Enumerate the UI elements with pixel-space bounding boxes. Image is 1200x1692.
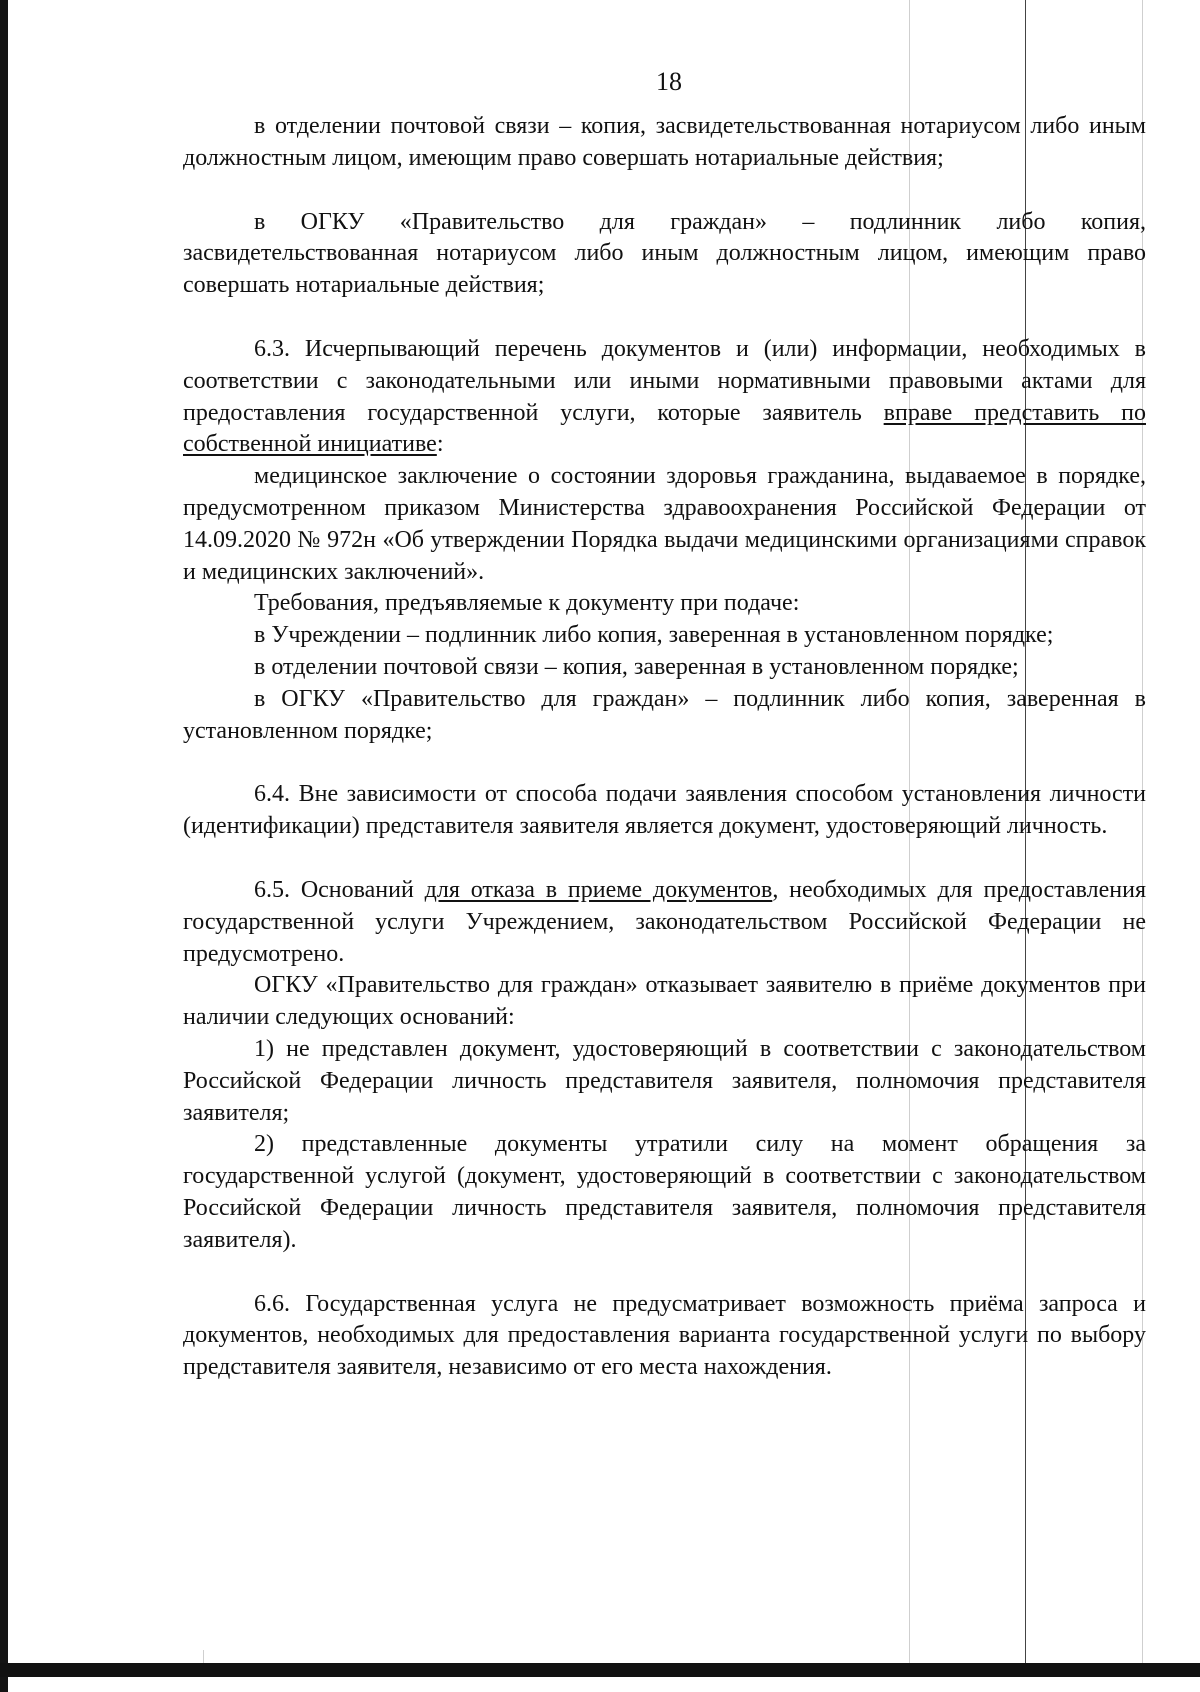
page-number: 18	[656, 67, 682, 96]
scan-bottom-border	[0, 1663, 1200, 1677]
paragraph-6-5-end: , необходимых для предоставления государственной услуги Учреждением, законодательством Российской Федерации не предусмотрено.	[183, 876, 1146, 967]
paragraph-6-5	[183, 875, 1146, 970]
paragraph-requirements: Требования, предъявляемые к документу при подаче:	[254, 590, 800, 617]
paragraph-6-5-text: 6.5. Оснований	[254, 876, 425, 903]
paragraph-institution: в Учреждении – подлинник либо копия, заверенная в установленном порядке;	[254, 622, 1054, 649]
underlined-phrase: для отказа в приеме документов	[424, 876, 773, 903]
underlined-phrase: вправе представить по собственной инициативе	[183, 399, 1146, 458]
paragraph-ogku-refusal: ОГКУ «Правительство для граждан» отказывает заявителю в приёме документов при наличии следующих оснований:	[183, 972, 1146, 1031]
paragraph-ground-2: 2) представленные документы утратили силу на момент обращения за государственной услугой (документ, удостоверяющий в соответствии с законодательством Российской Федерации личность представителя заявителя, полномочия представителя заявителя).	[183, 1131, 1146, 1253]
scan-left-border	[0, 0, 8, 1692]
document-body	[183, 111, 1146, 1384]
paragraph-ogku: в ОГКУ «Правительство для граждан» – подлинник либо копия, заверенная в установленном порядке;	[183, 685, 1146, 744]
paragraph-ogku-original: в ОГКУ «Правительство для граждан» – подлинник либо копия, засвидетельствованная нотариусом либо иным должностным лицом, имеющим право совершать нотариальные действия;	[183, 208, 1146, 299]
paragraph-6-3-end: :	[436, 431, 444, 458]
paragraph-medical-conclusion: медицинское заключение о состоянии здоровья гражданина, выдаваемое в порядке, предусмотренном приказом Министерства здравоохранения Российской Федерации от 14.09.2020 № 972н «Об утверждении Порядка выдачи медицинскими организациями справок и медицинских заключений».	[183, 463, 1146, 585]
paragraph-ground-1: 1) не представлен документ, удостоверяющий в соответствии с законодательством Российской Федерации личность представителя заявителя, полномочия представителя заявителя;	[183, 1035, 1146, 1126]
paragraph-6-3	[183, 334, 1146, 461]
paragraph-6-6: 6.6. Государственная услуга не предусматривает возможность приёма запроса и документов, необходимых для предоставления варианта государственной услуги по выбору представителя заявителя, независимо от его места нахождения.	[183, 1290, 1146, 1381]
paragraph-6-3-text: 6.3. Исчерпывающий перечень документов и (или) информации, необходимых в соответствии с законодательными или иными нормативными правовыми актами для предоставления государственной услуги, которые заявитель	[183, 335, 1146, 426]
paragraph-post-office: в отделении почтовой связи – копия, заверенная в установленном порядке;	[254, 653, 1019, 680]
paragraph-6-4: 6.4. Вне зависимости от способа подачи заявления способом установления личности (идентификации) представителя заявителя является документ, удостоверяющий личность.	[183, 781, 1146, 840]
scan-artifact-line	[203, 1650, 204, 1663]
paragraph-notary-post: в отделении почтовой связи – копия, засвидетельствованная нотариусом либо иным должностным лицом, имеющим право совершать нотариальные действия;	[183, 113, 1146, 171]
